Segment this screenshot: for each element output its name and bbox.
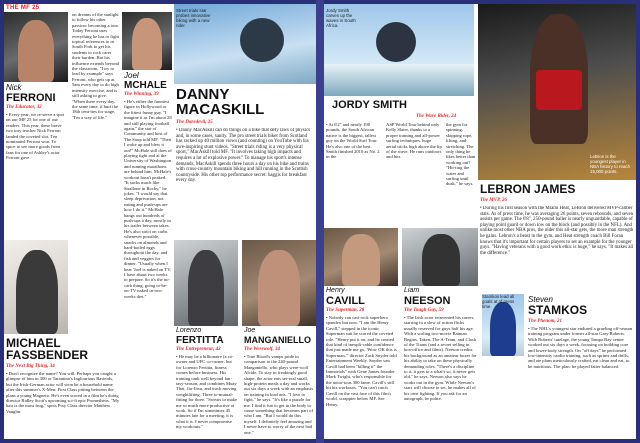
lebron-first-name: LEBRON [480,182,531,196]
joe-manganiello-photo [242,240,316,326]
nick-role: The Educator, 32 [6,105,42,110]
danny-role: The Daredevil, 25 [176,120,213,125]
jordy-caption: Jordy Smith carves up the waves in South Africa. [326,8,356,28]
joel-mchale-photo [122,12,172,70]
joe-figure [258,250,300,326]
lebron-role: The MVP, 26 [480,198,507,203]
henry-text: • Nobody can cast rock superhero spandex but now. "I am the Henry Cavill," stepped in the iconic Superman suit he scored the coveted role. "Henry put it on, and he created that kind of inexpli-cable confidence that just made me go, 'Wow OK this is Superman,'" director Zack Snyder told Entertainment Weekly. Snyder saw Cavill had been "killing it" the Immortals" with Gene James founder Mark Twight, who's responsible for the notor-ious 300 fame. Cavill's still hit his workouts. "You can't catch Cavill on the vast face of this film's world, scrappier below MF. See Henry. [326,315,397,407]
page-header-left: THE MF 25 [6,5,40,11]
liam-text: • The Irish actor reinvented his career, starring in a slew of action flicks usually reserved for guys half his age. With a scaling two-movie Batman Begins, Taken, The A-Team, and Clash of the Titans (and a secret selling in box-office and films). Neeson credits his background as an amateur boxer for his ability to take on these physically demanding roles. "There's a discipline to it, it gets to a what's so, it never gets old," he says. Neeson also says he works out in the gym. While Neeson's stars will choose to set, he makes all of his own fighting. If you ask for an autograph, be polite. [404,315,477,402]
jordy-text-b: ASP World Tour behind only Kelly Slater, thanks to a proper training and all-power surfing techniques. huge aerial tricks high above the lip of the wave. He runs outdoors and hits [386,122,442,160]
steven-role: The Phenom, 21 [528,319,563,324]
michael-first-name: MICHAEL [6,336,61,350]
joe-role: The Werewolf, 34 [244,347,281,352]
liam-figure [422,234,460,286]
michael-text: • Don't recognize the name? You will. Perhaps you caught a glimpse of him in 300 or Tarantino's Inglourious Basterds, but the Irish-German actor will soon be a household name after this summer's X-Men: First Class pitting between the plans a young Magneto. He's even scored in a film he's doing director Ridley Scott's upcoming sci-fi epic Prometheus. "My hair is the most frug," spots Pixy Class director Matthew Vaughn. [6,371,120,414]
nick-figure [18,20,54,82]
nick-last-name: FERRONI [6,92,56,104]
nick-text: • Every year, we re-serve a spot on our MF 25 for one of our readers. This year, these brave two tory teacher Nick Ferroni landed the coveted slot. Ten nominated Ferroni won. To spice to see more goods from fans for one of Ashley's actor Ferroni gave [6,112,65,161]
lorenzo-last-name: FERTITTA [176,335,224,346]
joe-first-name: Joe [244,327,256,334]
danny-last-name: MACASKILL [176,101,265,118]
joe-last-name: MANGANIELLO [244,335,311,345]
jordy-first-name: JORDY [332,99,370,111]
jordy-text-c: the gym for spinning, skipping rope, lifting, and stretching. The only thing he likes better than working out? "Hit-ting the water and surfing until dusk," he says. [446,122,476,187]
joel-last-name: MCHALE [124,80,167,91]
left-page [4,4,316,439]
michael-last-name: FASSBENDER [6,348,89,362]
henry-cavill-photo [324,228,398,286]
joel-figure [132,18,162,70]
lebron-caption: LeBron is the youngest player in NBA history to reach 15,000 points. [590,154,631,174]
danny-text: • Danny MacAskill can do things on a bike that defy laws of physics and, in some cases, sanity. The pro street trials biker from Scotland has racked up 40 million views (and counting) on YouTube with his awe-inspiring stunt videos. "Street trials riding is a very physical sport," MacAskill told MF. "It involves taking high impacts and requires a lot of explosive power." To manage his sport's intense demands, MacAskill spends three hours a day on his bike and trains with cross-country mountain biking and hill running in the Scottish countryside. His other top performance secret: haggis for breakfast every day. [176,128,311,184]
page-gutter [316,0,324,443]
liam-last-name: NEESON [404,295,451,307]
liam-first-name: Liam [404,287,420,294]
lebron-jersey [536,70,582,110]
steven-text: • The NHL's youngest star endured a grueling off-season training program under former all-star Gary Roberts. With Roberts' tutelage, the young Tampa Bay center worked out six days a week, focusing on building core and lower-body strength. On "off days" he performed low-intensity cardio training, such as sprints and drills, and ate plans meticulously crafted, eat clean and eat, to be nutritious. The plan: he played fatter balanced. [528,326,633,369]
liam-neeson-photo [402,228,478,286]
henry-first-name: Henry [326,287,345,294]
nick-ferroni-photo [4,12,68,82]
nick-first-name: Nick [6,83,22,92]
henry-figure [342,234,380,286]
michael-figure [16,250,58,334]
steven-last-name: STAMKOS [528,303,588,317]
lebron-last-name: JAMES [534,182,576,196]
jordy-surfer [376,22,416,62]
right-page [324,4,636,439]
danny-caption: Street trials star probes innovative biking with a new rider. [176,8,211,28]
stamkos-caption: Stamkos lead all goals at of press time. [482,294,515,309]
joe-text: • True Blood's vamps pride in comparison to the 240-pound Manganiello, who plays were-wolf Alcide. To stay in freakingly good shape, the actor eats ser-eral small, high-protein meals a day and works out six days a week with an emphasis on training in load arts. "I love to fight," he says. "It's like a puzzle for me. I find it fun to get in the body to cause something that becomes part of who I am. "But I would do this myself. I definitely feel amazing and I never have to worry of the next bad one." [244,354,314,435]
danny-first-name: DANNY [176,86,230,103]
joel-text: • He's either the funniest figure in Hollywood or the fittest funny guy. "I imagine it as I'm about 28 and still playing football again," the star of Community and host of The Soup told MF. "Then I woke up and blew it out!" McHale still does of playing tight end at the University of Washington and running marathons are behind him. McHale's workout hasn't peaked. "It sucks much like Strallone in Rocky," he jokes. "I would say that sleep deprivation, not eating and push-ups are how I do it." McHale bangs out hundreds of push-ups a day, mostly in his trailer between takes. He's also strict on carbs whenever possible, snacks on almonds and hard-boiled eggs throughout the day, and fish and veggies for dinner. "Usually when I hear 'Joel is naked on TV, I have about two weeks to prepare. So it's the no-carb thing, going to-be-on-TV naked in-two-weeks diet." [124,99,172,299]
michael-role: The Next Big Thing, 34 [6,364,55,369]
nick-text-continued: on dreams of the sunlight to follow his other passion: becoming a tour. Today Ferroni uses everything he has to fight topical references to in South Fork to get his students to rock carer their burden. But his influence extends beyond the classroom. "I try to lead by example" says Ferroni, who gets up at 5am every day to do high intensity exercise, and is still asking to give. "When there every day, the same time, if hurt the 18th cent-ties for stage, "I'm a way of life." [72,12,119,120]
joel-role: The Winning, 39 [124,92,159,97]
liam-role: The Tough Guy, 59 [404,308,444,313]
jordy-text-a: • At 6'2" and nearly 190 pounds, the South African native is the biggest, tallest guy on the World Surf Tour. He's also one of the best. Smith finished 2010 as No. 2 in the [326,122,380,160]
lorenzo-first-name: Lorenzo [176,327,202,334]
jordy-name [332,100,407,110]
stamkos-figure [490,302,516,356]
lorenzo-text: • He may be a billionaire (a co-owner and UFC co-owner, but for Lorenzo Fertitta, fitness comes before business. His training rank well beyond fan-tasy-season, and combines Muay Thai, Jiu-Jitsu, and track moving weightlifting. Three to-mutual-fitting for three. "Sweats to make me so much more productive at work. So if I'm sometimes 45 minutes late for a meeting, it is what it is. I never compromise my workouts." [176,354,238,430]
henry-last-name: CAVILL [326,295,365,307]
joel-first-name: Joel [124,71,139,80]
lorenzo-role: The Entrepreneur, 42 [176,347,221,352]
wave-spray [324,64,474,96]
henry-role: The Superman, 28 [326,308,365,313]
steven-first-name: Steven [528,295,553,304]
lebron-name [480,184,575,195]
lebron-text: • During his first season with the Miami Heat, LeBron delivered MVP-caliber stats. As of press time, he was averaging 26 points, seven rebounds, and seven assists per game. The 6'8", 250-pound baller is nearly unguardable, capable of playing point guard or down low on the block (and possibly in the NFL). And unlike most other NBA pros, the older this all-star gets, the more man strength he gains. Lebron's a beast in the gym, and Heat strength coach Bill Foran knows that it's important for certain players to set an example for the younger guys. "Having veterans with a good work ethic is huge," he says. "It makes all the difference." [480,206,634,256]
jordy-role: The Wave Rider, 24 [416,114,457,119]
michael-fassbender-photo [4,240,68,334]
danny-bike-rider [240,18,284,62]
jordy-last-name: SMITH [372,99,407,111]
lorenzo-fertitta-photo [174,240,238,326]
lorenzo-figure [188,250,224,326]
